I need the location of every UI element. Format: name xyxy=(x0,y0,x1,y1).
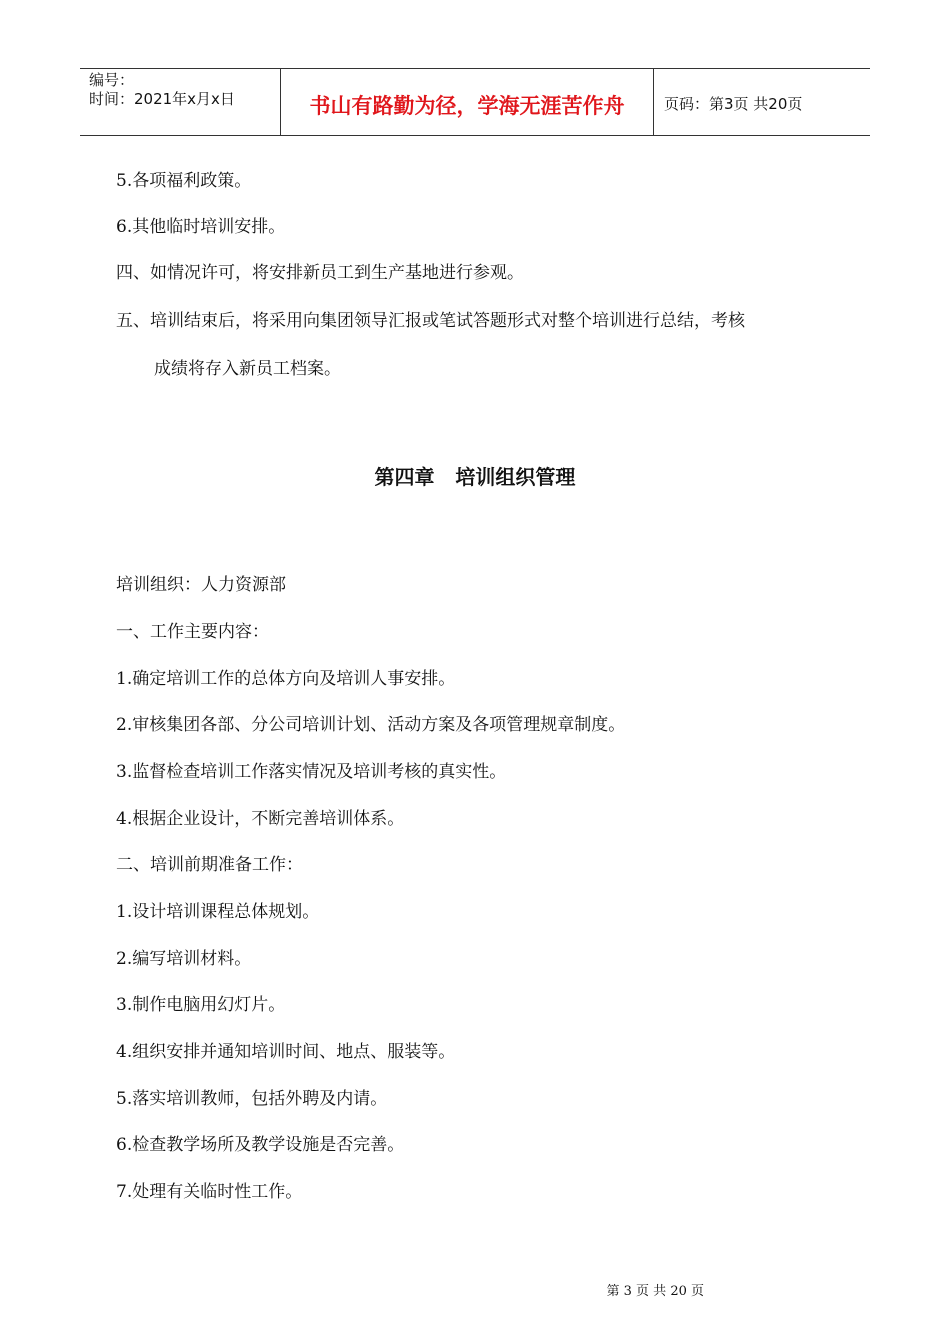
document-time-label: 时间：2021年x月x日 xyxy=(89,90,235,108)
text-line: 3.制作电脑用幻灯片。 xyxy=(116,995,286,1015)
text-line: 7.处理有关临时性工作。 xyxy=(116,1182,303,1202)
text-line: 2.编写培训材料。 xyxy=(116,949,252,969)
text-line: 5.各项福利政策。 xyxy=(116,171,252,191)
header-page-info: 页码：第3页 共20页 xyxy=(664,94,803,113)
text-line: 四、如情况许可，将安排新员工到生产基地进行参观。 xyxy=(116,263,524,283)
text-line: 二、培训前期准备工作： xyxy=(116,855,303,875)
text-line: 2.审核集团各部、分公司培训计划、活动方案及各项管理规章制度。 xyxy=(116,715,626,735)
text-line: 成绩将存入新员工档案。 xyxy=(154,359,341,379)
text-line: 4.组织安排并通知培训时间、地点、服装等。 xyxy=(116,1042,456,1062)
text-line: 6.其他临时培训安排。 xyxy=(116,217,286,237)
text-line: 1.确定培训工作的总体方向及培训人事安排。 xyxy=(116,669,456,689)
document-number-label: 编号： xyxy=(89,71,135,89)
document-header xyxy=(80,68,870,136)
text-line: 培训组织：人力资源部 xyxy=(116,575,286,595)
page-footer: 第 3 页 共 20 页 xyxy=(606,1284,704,1299)
header-meta xyxy=(80,69,281,135)
text-line: 1.设计培训课程总体规划。 xyxy=(116,902,320,922)
text-line: 4.根据企业设计，不断完善培训体系。 xyxy=(116,809,405,829)
text-line: 5.落实培训教师，包括外聘及内请。 xyxy=(116,1089,388,1109)
text-line: 6.检查教学场所及教学设施是否完善。 xyxy=(116,1135,405,1155)
text-line: 一、工作主要内容： xyxy=(116,622,269,642)
header-motto: 书山有路勤为径，学海无涯苦作舟 xyxy=(281,69,654,135)
text-line: 五、培训结束后，将采用向集团领导汇报或笔试答题形式对整个培训进行总结，考核 xyxy=(116,311,745,331)
chapter-title: 第四章 培训组织管理 xyxy=(374,465,576,489)
text-line: 3.监督检查培训工作落实情况及培训考核的真实性。 xyxy=(116,762,507,782)
